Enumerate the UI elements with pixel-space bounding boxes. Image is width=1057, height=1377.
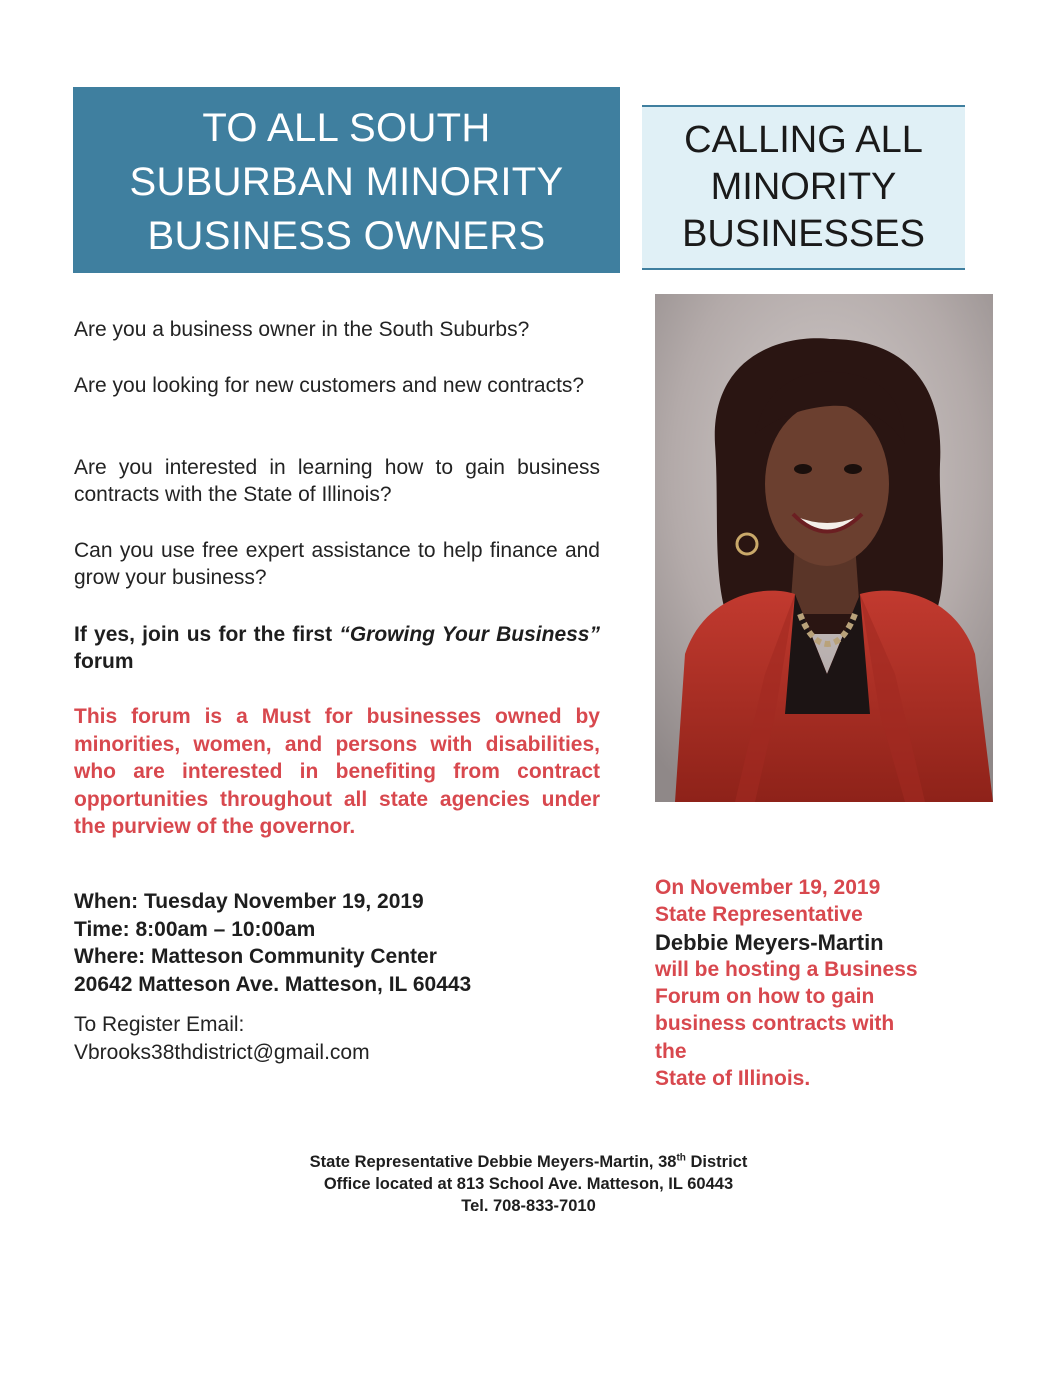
- question-3: Are you interested in learning how to gain business contracts with the State of Illinois?: [74, 456, 600, 506]
- footer-contact: [0, 1151, 1057, 1217]
- registration-info: [74, 1011, 614, 1067]
- footer-line-1: [0, 1151, 1057, 1173]
- host-line-4: Forum on how to gain: [655, 985, 875, 1009]
- question-2: Are you looking for new customers and new contracts?: [74, 374, 585, 397]
- cta-prefix: If yes, join us for the first: [74, 623, 340, 646]
- register-email[interactable]: Vbrooks38thdistrict@gmail.com: [74, 1041, 370, 1064]
- event-details: [74, 888, 614, 998]
- event-when: When: Tuesday November 19, 2019: [74, 890, 424, 913]
- host-announcement: [655, 874, 975, 1092]
- forum-description: This forum is a Must for businesses owned by minorities, women, and persons with disabilities, who are interested in benefiting from contract opportunities throughout all state agencies under the purview of the governor.: [74, 705, 600, 838]
- host-name: Debbie Meyers-Martin: [655, 929, 884, 955]
- host-line-5: business contracts with: [655, 1012, 895, 1036]
- host-line-3: will be hosting a Business: [655, 957, 918, 981]
- portrait-photo: [655, 294, 993, 802]
- left-header-line-1: TO ALL SOUTH: [202, 106, 491, 150]
- forum-invitation: [74, 621, 600, 675]
- host-title: State Representative: [655, 903, 863, 927]
- left-header-banner: [73, 87, 620, 273]
- question-1: Are you a business owner in the South Suburbs?: [74, 318, 530, 341]
- footer-district: District: [685, 1153, 748, 1171]
- host-line-6: the: [655, 1039, 687, 1063]
- cta-forum-title: “Growing Your Business”: [339, 623, 600, 646]
- right-header-line-3: BUSINESSES: [682, 213, 925, 255]
- footer-office-address: Office located at 813 School Ave. Matteson, IL 60443: [323, 1175, 734, 1193]
- event-address: 20642 Matteson Ave. Matteson, IL 60443: [74, 972, 472, 996]
- host-line-7: State of Illinois.: [655, 1067, 811, 1091]
- left-header-line-2: SUBURBAN MINORITY: [129, 160, 564, 204]
- right-header-line-1: CALLING ALL: [684, 119, 923, 161]
- host-date: On November 19, 2019: [655, 876, 881, 899]
- footer-ordinal: th: [676, 1152, 686, 1164]
- event-where: Where: Matteson Community Center: [74, 945, 437, 968]
- event-time: Time: 8:00am – 10:00am: [74, 917, 316, 941]
- register-label: To Register Email:: [74, 1013, 245, 1036]
- cta-suffix: forum: [74, 650, 134, 673]
- right-header-line-2: MINORITY: [710, 166, 897, 208]
- footer-phone: Tel. 708-833-7010: [461, 1197, 596, 1215]
- footer-rep-name: State Representative Debbie Meyers-Martin, 38: [309, 1153, 677, 1171]
- right-header-banner: [642, 105, 965, 270]
- question-4: Can you use free expert assistance to help finance and grow your business?: [74, 539, 600, 589]
- left-header-line-3: BUSINESS OWNERS: [147, 214, 546, 258]
